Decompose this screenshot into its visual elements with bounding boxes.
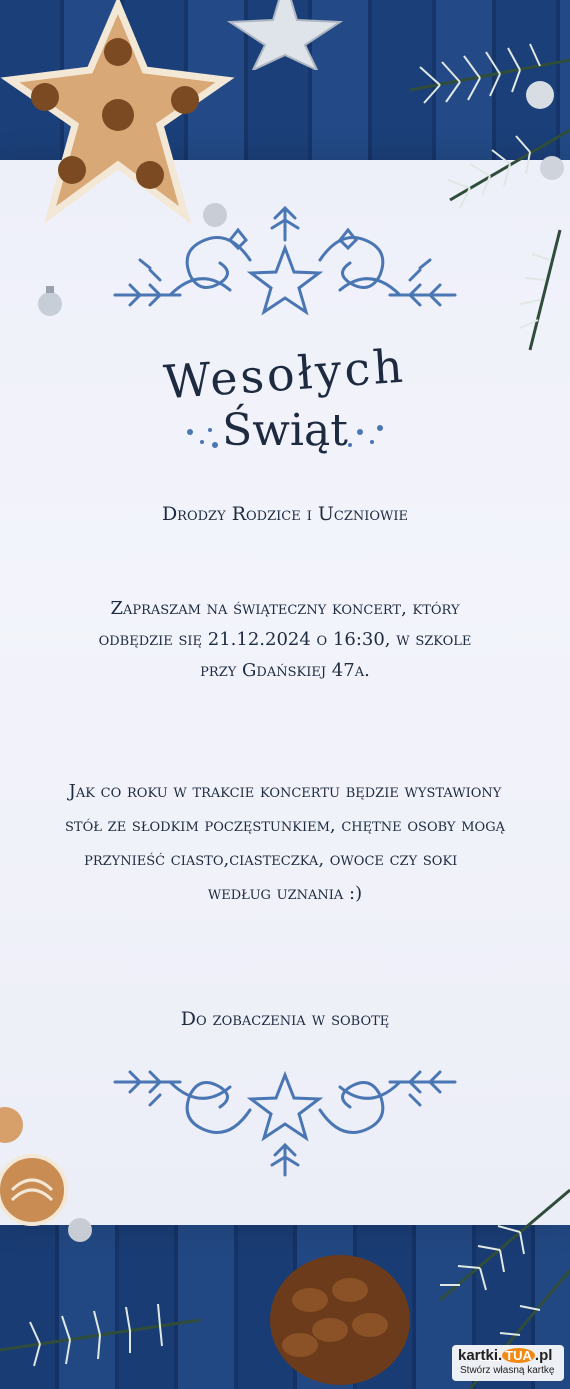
logo-tagline: Stwórz własną kartkę — [460, 1365, 555, 1376]
paragraph-line: odbędzie się 21.12.2024 o 16:30, w szkole — [98, 629, 472, 650]
silver-bauble-icon — [35, 280, 65, 320]
heading-wesolych-swiat — [120, 320, 450, 470]
paragraph-line: stół ze słodkim poczęstunkiem, chętne osoby mogą — [65, 815, 505, 836]
paragraph-line: przynieść ciasto,ciasteczka, owoce czy soki — [84, 849, 486, 870]
logo-mark-icon: TUA — [502, 1348, 535, 1363]
logo-brand: kartki. TUA .pl — [458, 1347, 553, 1364]
top-snowflake-ornament-icon — [110, 200, 460, 320]
invitation-paragraph — [0, 593, 570, 686]
paragraph-line: Jak co roku w trakcie koncertu będzie wystawiony — [68, 781, 502, 802]
gingerbread-star-icon — [0, 0, 240, 230]
greeting-text: Drodzy Rodzice i Uczniowie — [161, 503, 409, 525]
heading-line2: Świąt — [222, 405, 348, 456]
paragraph-line: według uznania :) — [207, 883, 363, 904]
closing-text: Do zobaczenia w sobotę — [180, 1008, 390, 1030]
heading-line1: Wesołych — [161, 338, 408, 410]
kartki-logo[interactable] — [452, 1345, 564, 1381]
paragraph-line: przy Gdańskiej 47a. — [200, 660, 370, 681]
paragraph-line: Zapraszam na świąteczny koncert, który — [110, 598, 460, 619]
treats-paragraph — [0, 775, 570, 911]
